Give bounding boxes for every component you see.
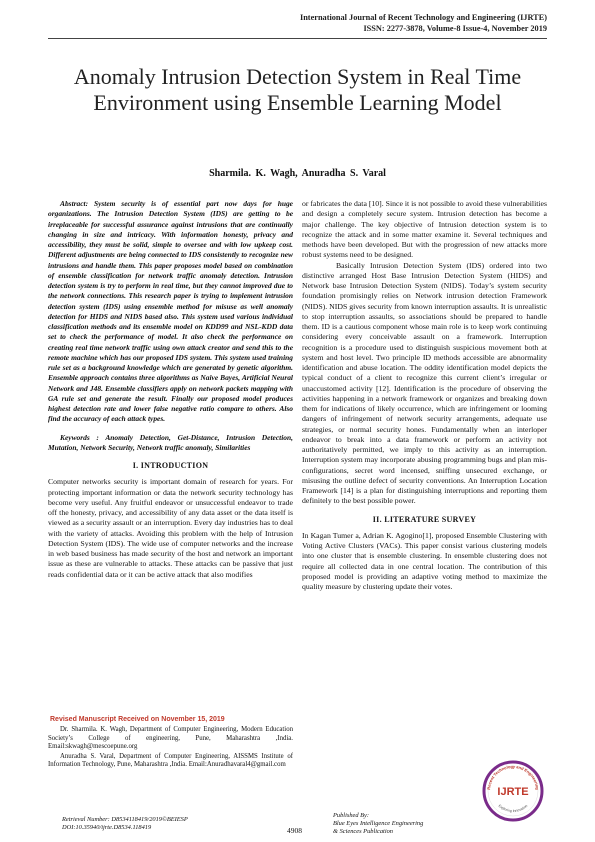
author-bio: Dr. Sharmila. K. Wagh, Department of Computer Engineering, Modern Education Society’s College of engineering, Pune, Maharashtra ,India. Email:skwagh@mescoepune.org	[48, 726, 293, 751]
author-affiliations	[48, 726, 293, 771]
publisher-line: & Sciences Publication	[333, 828, 393, 835]
right-column	[302, 199, 547, 592]
publisher-line: Blue Eyes Intelligence Engineering	[333, 820, 424, 827]
revised-manuscript-note: Revised Manuscript Received on November 15, 2019	[50, 716, 225, 723]
logo-text: IJRTE	[497, 786, 529, 798]
logo-ring-top-text: Recent Technology and Engineering	[486, 763, 540, 790]
footer-retrieval	[62, 816, 188, 832]
page-number: 4908	[287, 826, 302, 835]
section-heading-introduction: I. INTRODUCTION	[132, 461, 209, 470]
author-bio: Anuradha S. Varal, Department of Computer Engineering, AISSMS Institute of Information Technology, Pune, Maharashtra ,India. Email:Anuradhavaral4@gmail.com	[48, 752, 293, 769]
abstract	[48, 199, 293, 425]
logo-ring-bottom-text: Exploring Innovation	[497, 803, 529, 814]
section-heading-literature-survey: II. LITERATURE SURVEY	[372, 514, 477, 524]
abstract-text: : System security is of essential part now days for huge organizations. The Intrusion Detection System (IDS) are getting to be irreplaceable for successful assurance against intrusions that are continually changing in size and intricacy. With information honesty, privacy and accessibility, they must be solid, simple to oversee and with low upkeep cost. Different adjustments are being connected to IDS consistently to recognize new intrusions and handle them. This paper proposes model based on combination of ensemble classification for network traffic anomaly detection. Intrusion detection system is try to perform in real time, but they cannot improved due to the network connections. This research paper is trying to implement intrusion detection system (IDS) using ensemble method for misuse as well anomaly detection for HIDS and NIDS based also. This system used various individual classification methods and its ensemble model on KDD99 and NSL-KDD data set to check the performance of model. It also check the performance on creating real time network traffic using own attack creator and send this to the remote machine which has our proposed IDS system. This system used training rule set as a background knowledge which are generated by genetic algorithm. Ensemble approach contains three algorithms as Naive Bayes, Artificial Neural Network and J48. Ensemble classifiers apply on network packets mapping with GA rule set and generate the result. Finally our proposed model produces highest detection rate and lower false negative ratio compare to others. Also find the accuracy of each attack types.	[48, 199, 293, 424]
keywords-label: Keywords :	[60, 432, 99, 442]
doi: DOI:10.35940/ijrte.D8534.118419	[62, 824, 152, 831]
keywords-text: Anomaly Detection, Get-Distance, Intrusion Detection, Mutation, Network Security, Network traffic anomaly, Similarities	[48, 432, 293, 452]
published-by: Published By:	[333, 812, 370, 819]
keywords	[48, 433, 293, 454]
abstract-label: Abstract	[60, 199, 86, 208]
intro-paragraph: Computer networks security is important domain of research for years. For protecting important information or data the network security technology has become very useful. Any fruitful endeavor or unsuccessful endeavor to trade off the honesty, privacy, and accessibility of any data asset or the data itself is viewed as a security assault or an interruption. Every day industries has to deal with the variety of attacks. Avoiding this problem with the help of Intrusion Detection System (IDS). The wide use of computer networks and the increase in web based business has made security of the host and network an important issue as these are vulnerable to attacks. These attacks can be passive that just reads confidential data or it can be active attack that also modifies	[48, 477, 293, 579]
body-paragraph: or fabricates the data [10]. Since it is not possible to avoid these vulnerabilities and design a completely secure system. Intrusion detection has become a major challenge. The key objective of Intrusion detection system is to recognize the attack and in some matter examine it. Several techniques and methods have been developed. But with the progression of new attacks more robust systems need to be designed.	[302, 199, 547, 260]
author-line: Sharmila. K. Wagh, Anuradha S. Varal	[209, 168, 386, 179]
literature-paragraph: In Kagan Tumer a, Adrian K. Agogino[1], proposed Ensemble Clustering with Voting Active Clusters (VACs). This paper consist various clustering models into one cluster that is ensemble clustering. In ensemble clustering does not require all collected data in one central location. The contribution of this proposed model is providing an adaptive voting method to maximize the quality measure by clustering update their votes.	[302, 530, 547, 591]
ijrte-logo-icon	[482, 760, 544, 822]
footer-publisher	[333, 812, 423, 836]
header-rule	[48, 38, 547, 39]
left-column	[48, 199, 293, 580]
issn-line: ISSN: 2277-3878, Volume-8 Issue-4, November 2019	[363, 24, 547, 33]
paper-title: Anomaly Intrusion Detection System in Real Time Environment using Ensemble Learning Model	[73, 64, 522, 115]
journal-name: International Journal of Recent Technology and Engineering (IJRTE)	[299, 13, 547, 22]
retrieval-number: Retrieval Number: D8534118419/2019©BEIESP	[62, 816, 188, 823]
body-paragraph: Basically Intrusion Detection System (IDS) ordered into two distinctive arranged Host Base Intrusion Detection System (HIDS) and Network base Intrusion Detection System (NIDS). Today’s system security foundation promisingly relies on Network intrusion detection Framework (NIDS). NIDS gives security from known interruption assaults. It is unrealistic to stop interruption assaults, so associations should be prepared to handle them. ID is a cautious component whose main role is to keep work continuing considering every conceivable assault on a framework. Interruption recognition is a procedure used to distinguish suspicious movement both at system and host level. Two principle ID methods accessible are abnormality identification and abuse location. The oddity identification model depicts the typical conduct of a client to recognize this current client’s irregular or unaccustomed activity [12]. Identification is the procedure of observing the activities happening in a network framework or organizes and breaking down them for indications of likely occurrence, which are infringement or looming dangers of infringement of network security arrangements, adequate use strategies, or normal security hones. Fundamentally when an interloper endeavor to break into a data framework or perform an activity not authoritatively permitted, we imply to this activity as an interruption. Interruption system may incorporate abusing programming bugs and plan mis-configurations, secret word incensed, sniffing unsecured exchange, or misusing the outline defect of security conventions. An Interruption Location Framework [14] is a plan for distinguishing interruptions and reporting them definitely to the best possible power.	[302, 260, 547, 506]
running-header	[300, 12, 547, 34]
